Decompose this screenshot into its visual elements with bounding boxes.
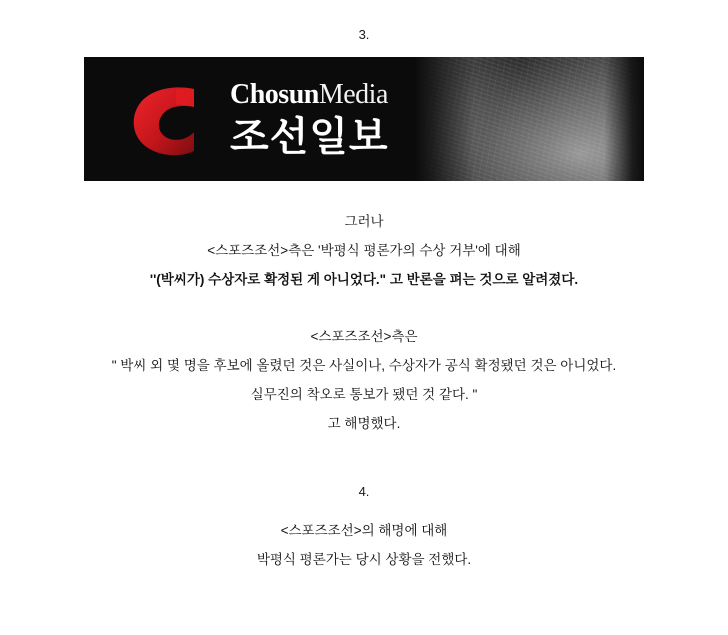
paragraph-3 [0,516,728,574]
chosun-c-mark-icon [124,83,210,157]
section-number-4: 4. [358,484,370,499]
logo-chosun-word: Chosun [230,79,319,110]
logo-media-word: Media [318,79,388,110]
paragraph-2 [0,322,728,438]
logo-latin-text [230,79,480,111]
paragraph-3-line-2: 박평식 평론가는 당시 상황을 전했다. [256,552,472,567]
banner-fade [604,57,644,181]
article-body [0,207,728,574]
paragraph-gap-2 [0,438,728,484]
document-page [0,27,728,635]
paragraph-gap-3 [0,500,728,516]
chosun-media-banner [84,57,644,181]
section-number-3: 3. [358,27,370,42]
paragraph-gap-1 [0,294,728,322]
paragraph-3-line-1: <스포즈조선>의 해명에 대해 [280,523,448,538]
paragraph-1-line-1: 그러나 [344,214,384,229]
paragraph-2-line-3: 실무진의 착오로 통보가 됐던 것 같다. " [250,387,478,402]
paragraph-1-line-2: <스포즈조선>측은 '박평식 평론가의 수상 거부'에 대해 [207,243,521,258]
chosun-media-logotype [230,79,480,159]
paragraph-2-line-4: 고 해명했다. [327,416,401,431]
paragraph-2-line-2: " 박씨 외 몇 명을 후보에 올렸던 것은 사실이나, 수상자가 공식 확정됐던 것은 아니었다. [111,358,617,373]
paragraph-1-line-3: ''(박씨가) 수상자로 확정된 게 아니었다." 고 반론을 펴는 것으로 알려졌다. [149,272,579,287]
logo-hangul-text: 조선일보 [230,114,389,160]
paragraph-2-line-1: <스포즈조선>측은 [310,329,418,344]
paragraph-1 [0,207,728,294]
